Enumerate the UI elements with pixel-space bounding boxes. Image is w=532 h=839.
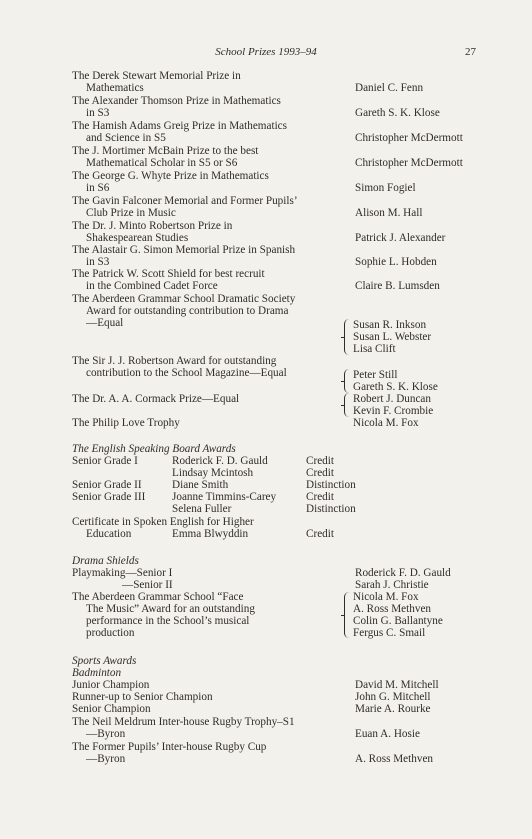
esb-grade: Education xyxy=(86,528,132,540)
sports-winner: David M. Mitchell xyxy=(355,679,439,691)
esb-result: Credit xyxy=(306,528,334,540)
drama-winner: Roderick F. D. Gauld xyxy=(355,567,451,579)
prize-2-line-1: The Alexander Thomson Prize in Mathematics xyxy=(72,95,281,107)
drama-winner: Fergus C. Smail xyxy=(353,627,426,639)
drama-line: The Aberdeen Grammar School “Face xyxy=(72,591,244,603)
sports-line: —Byron xyxy=(86,728,126,740)
sports-winner: A. Ross Methven xyxy=(355,753,434,765)
winners-brace xyxy=(344,393,350,417)
prize-10-line-3: —Equal xyxy=(86,317,124,329)
prize-12-winner-2: Kevin F. Crombie xyxy=(353,405,434,417)
prize-11-winner-1: Peter Still xyxy=(353,369,398,381)
esb-result: Credit xyxy=(306,467,334,479)
drama-winner: Colin G. Ballantyne xyxy=(353,615,443,627)
esb-grade: Senior Grade II xyxy=(72,479,142,491)
prize-3-line-2: and Science in S5 xyxy=(86,132,166,144)
esb-result: Distinction xyxy=(306,503,356,515)
prize-9-winner: Claire B. Lumsden xyxy=(355,280,440,292)
esb-result: Credit xyxy=(306,455,334,467)
prize-9-line-1: The Patrick W. Scott Shield for best recruit xyxy=(72,268,265,280)
prize-2-winner: Gareth S. K. Klose xyxy=(355,107,440,119)
esb-student: Joanne Timmins-Carey xyxy=(172,491,277,503)
prize-6-line-2: Club Prize in Music xyxy=(86,207,176,219)
prize-10-line-1: The Aberdeen Grammar School Dramatic Society xyxy=(72,293,296,305)
prize-12-line-1: The Dr. A. A. Cormack Prize—Equal xyxy=(72,393,240,405)
sports-heading: Sports Awards xyxy=(72,655,137,667)
esb-grade: Senior Grade III xyxy=(72,491,146,503)
prize-4-line-2: Mathematical Scholar in S5 or S6 xyxy=(86,157,238,169)
prize-8-winner: Sophie L. Hobden xyxy=(355,256,437,268)
sports-line: Runner-up to Senior Champion xyxy=(72,691,213,703)
esb-student: Selena Fuller xyxy=(172,503,232,515)
sports-line: —Byron xyxy=(86,753,126,765)
prize-7-winner: Patrick J. Alexander xyxy=(355,232,446,244)
drama-winner: Nicola M. Fox xyxy=(353,591,419,603)
prize-3-winner: Christopher McDermott xyxy=(355,132,463,144)
prize-4-line-1: The J. Mortimer McBain Prize to the best xyxy=(72,145,259,157)
prize-10-winner-1: Susan R. Inkson xyxy=(353,319,427,331)
esb-student: Emma Blwyddin xyxy=(172,528,249,540)
esb-student: Diane Smith xyxy=(172,479,229,491)
prize-8-line-2: in S3 xyxy=(86,256,110,268)
prize-6-line-1: The Gavin Falconer Memorial and Former Pupils’ xyxy=(72,195,298,207)
drama-line: The Music” Award for an outstanding xyxy=(86,603,255,615)
drama-heading: Drama Shields xyxy=(72,555,139,567)
prize-7-line-2: Shakespearean Studies xyxy=(86,232,189,244)
prize-10-winner-3: Lisa Clift xyxy=(353,343,396,355)
drama-line: production xyxy=(86,627,135,639)
prize-8-line-1: The Alastair G. Simon Memorial Prize in Spanish xyxy=(72,244,296,256)
sports-line: Junior Champion xyxy=(72,679,150,691)
prize-12-winner-1: Robert J. Duncan xyxy=(353,393,431,405)
winners-brace xyxy=(344,319,350,355)
prize-2-line-2: in S3 xyxy=(86,107,110,119)
esb-certificate-line: Certificate in Spoken English for Higher xyxy=(72,516,254,528)
drama-winner: A. Ross Methven xyxy=(353,603,432,615)
prize-13-line-1: The Philip Love Trophy xyxy=(72,417,180,429)
sports-subheading: Badminton xyxy=(72,667,122,679)
prize-1-line-1: The Derek Stewart Memorial Prize in xyxy=(72,70,241,82)
page-number: 27 xyxy=(465,46,476,58)
prize-10-line-2: Award for outstanding contribution to Drama xyxy=(86,305,289,317)
prize-11-line-1: The Sir J. J. Robertson Award for outstanding xyxy=(72,355,277,367)
prize-10-winner-2: Susan L. Webster xyxy=(353,331,432,343)
sports-winner: Marie A. Rourke xyxy=(355,703,431,715)
esb-result: Credit xyxy=(306,491,334,503)
prize-5-line-1: The George G. Whyte Prize in Mathematics xyxy=(72,170,269,182)
winners-brace xyxy=(344,369,350,393)
prize-6-winner: Alison M. Hall xyxy=(355,207,423,219)
sports-line: The Former Pupils’ Inter-house Rugby Cup xyxy=(72,741,267,753)
running-header: School Prizes 1993–94 xyxy=(215,46,317,58)
sports-winner: John G. Mitchell xyxy=(355,691,431,703)
prize-7-line-1: The Dr. J. Minto Robertson Prize in xyxy=(72,220,233,232)
prize-11-line-2: contribution to the School Magazine—Equal xyxy=(86,367,287,379)
prize-3-line-1: The Hamish Adams Greig Prize in Mathematics xyxy=(72,120,287,132)
sports-line: Senior Champion xyxy=(72,703,151,715)
esb-student: Roderick F. D. Gauld xyxy=(172,455,268,467)
prize-4-winner: Christopher McDermott xyxy=(355,157,463,169)
prize-9-line-2: in the Combined Cadet Force xyxy=(86,280,218,292)
winners-brace xyxy=(344,592,350,638)
prize-13-winner: Nicola M. Fox xyxy=(353,417,419,429)
drama-line: performance in the School’s musical xyxy=(86,615,250,627)
esb-student: Lindsay Mcintosh xyxy=(172,467,254,479)
esb-grade: Senior Grade I xyxy=(72,455,138,467)
sports-winner: Euan A. Hosie xyxy=(355,728,420,740)
prize-5-winner: Simon Fogiel xyxy=(355,182,416,194)
drama-line: Playmaking—Senior I xyxy=(72,567,173,579)
drama-line: —Senior II xyxy=(122,579,173,591)
esb-heading: The English Speaking Board Awards xyxy=(72,443,236,455)
sports-line: The Neil Meldrum Inter-house Rugby Trophy–S1 xyxy=(72,716,295,728)
esb-result: Distinction xyxy=(306,479,356,491)
prize-5-line-2: in S6 xyxy=(86,182,110,194)
prize-1-winner: Daniel C. Fenn xyxy=(355,82,424,94)
prize-1-line-2: Mathematics xyxy=(86,82,144,94)
drama-winner: Sarah J. Christie xyxy=(355,579,429,591)
prize-11-winner-2: Gareth S. K. Klose xyxy=(353,381,438,393)
